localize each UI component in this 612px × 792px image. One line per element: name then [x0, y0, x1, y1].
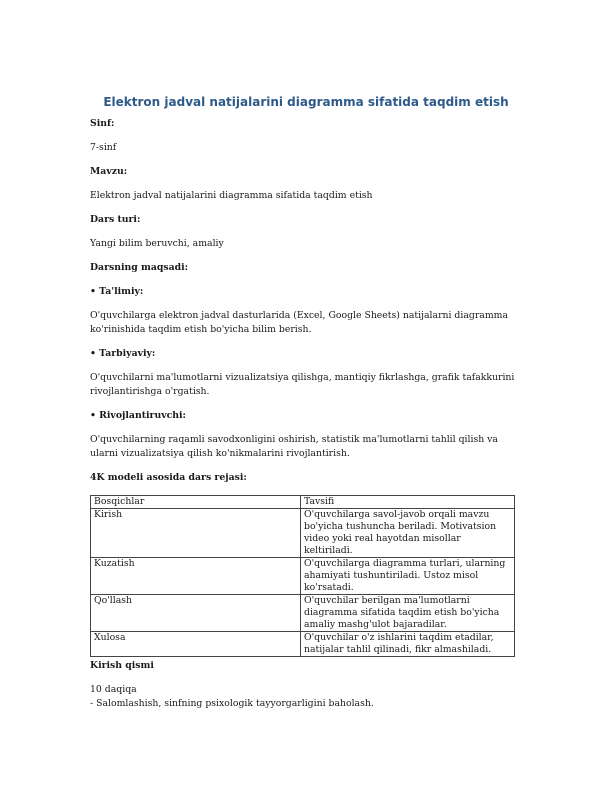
mavzu-value: Elektron jadval natijalarini diagramma sifatida taqdim etish	[90, 190, 373, 201]
table-cell-stage: Kirish	[91, 509, 301, 558]
document-title: Elektron jadval natijalarini diagramma sifatida taqdim etish	[103, 95, 509, 109]
talimiy-text: O'quvchilarga elektron jadval dasturlarida (Excel, Google Sheets) natijalarni diagramma ko'rinishida taqdim etish bo'yicha bilim berish.	[90, 310, 509, 335]
kirish-time: 10 daqiqa	[90, 684, 137, 695]
table-header-cell: Bosqichlar	[91, 496, 301, 509]
table-header-row	[91, 496, 515, 509]
tarbiyaviy-text: O'quvchilarni ma'lumotlarni vizualizatsiya qilishga, mantiqiy fikrlashga, grafik tafakkurini rivojlantirishga o'rgatish.	[90, 372, 515, 397]
tarbiyaviy-heading: • Tarbiyaviy:	[90, 348, 156, 359]
dars-turi-heading: Dars turi:	[90, 214, 141, 225]
mavzu-heading: Mavzu:	[90, 166, 128, 177]
table-row	[91, 632, 515, 657]
table-cell-description: O'quvchilarga diagramma turlari, ularning ahamiyati tushuntiriladi. Ustoz misol ko'rsatadi.	[301, 558, 515, 595]
talimiy-heading: • Ta'limiy:	[90, 286, 144, 297]
table-cell-stage: Xulosa	[91, 632, 301, 657]
lesson-plan-table	[90, 495, 515, 657]
document-body	[90, 117, 522, 711]
kirish-line: - Salomlashish, sinfning psixologik tayyorgarligini baholash.	[90, 698, 374, 709]
table-header-cell: Tavsifi	[301, 496, 515, 509]
dars-turi-value: Yangi bilim beruvchi, amaliy	[90, 238, 224, 249]
rivojlantiruvchi-text: O'quvchilarning raqamli savodxonligini oshirish, statistik ma'lumotlarni tahlil qilish va ularni vizualizatsiya qilish ko'nikmalarini rivojlantirish.	[90, 434, 498, 459]
table-cell-description: O'quvchilarga savol-javob orqali mavzu bo'yicha tushuncha beriladi. Motivatsion video yoki real hayotdan misollar keltiriladi.	[301, 509, 515, 558]
table-cell-stage: Kuzatish	[91, 558, 301, 595]
kirish-heading: Kirish qismi	[90, 660, 154, 671]
dars-rejasi-heading: 4K modeli asosida dars rejasi:	[90, 472, 247, 483]
maqsad-heading: Darsning maqsadi:	[90, 262, 189, 273]
table-row	[91, 509, 515, 558]
sinf-heading: Sinf:	[90, 118, 115, 129]
rivojlantiruvchi-heading: • Rivojlantiruvchi:	[90, 410, 186, 421]
table-row	[91, 595, 515, 632]
table-row	[91, 558, 515, 595]
table-cell-stage: Qo'llash	[91, 595, 301, 632]
table-cell-description: O'quvchilar o'z ishlarini taqdim etadilar, natijalar tahlil qilinadi, fikr almashiladi.	[301, 632, 515, 657]
sinf-value: 7-sinf	[90, 142, 117, 153]
table-cell-description: O'quvchilar berilgan ma'lumotlarni diagramma sifatida taqdim etish bo'yicha amaliy mashg'ulot bajaradilar.	[301, 595, 515, 632]
